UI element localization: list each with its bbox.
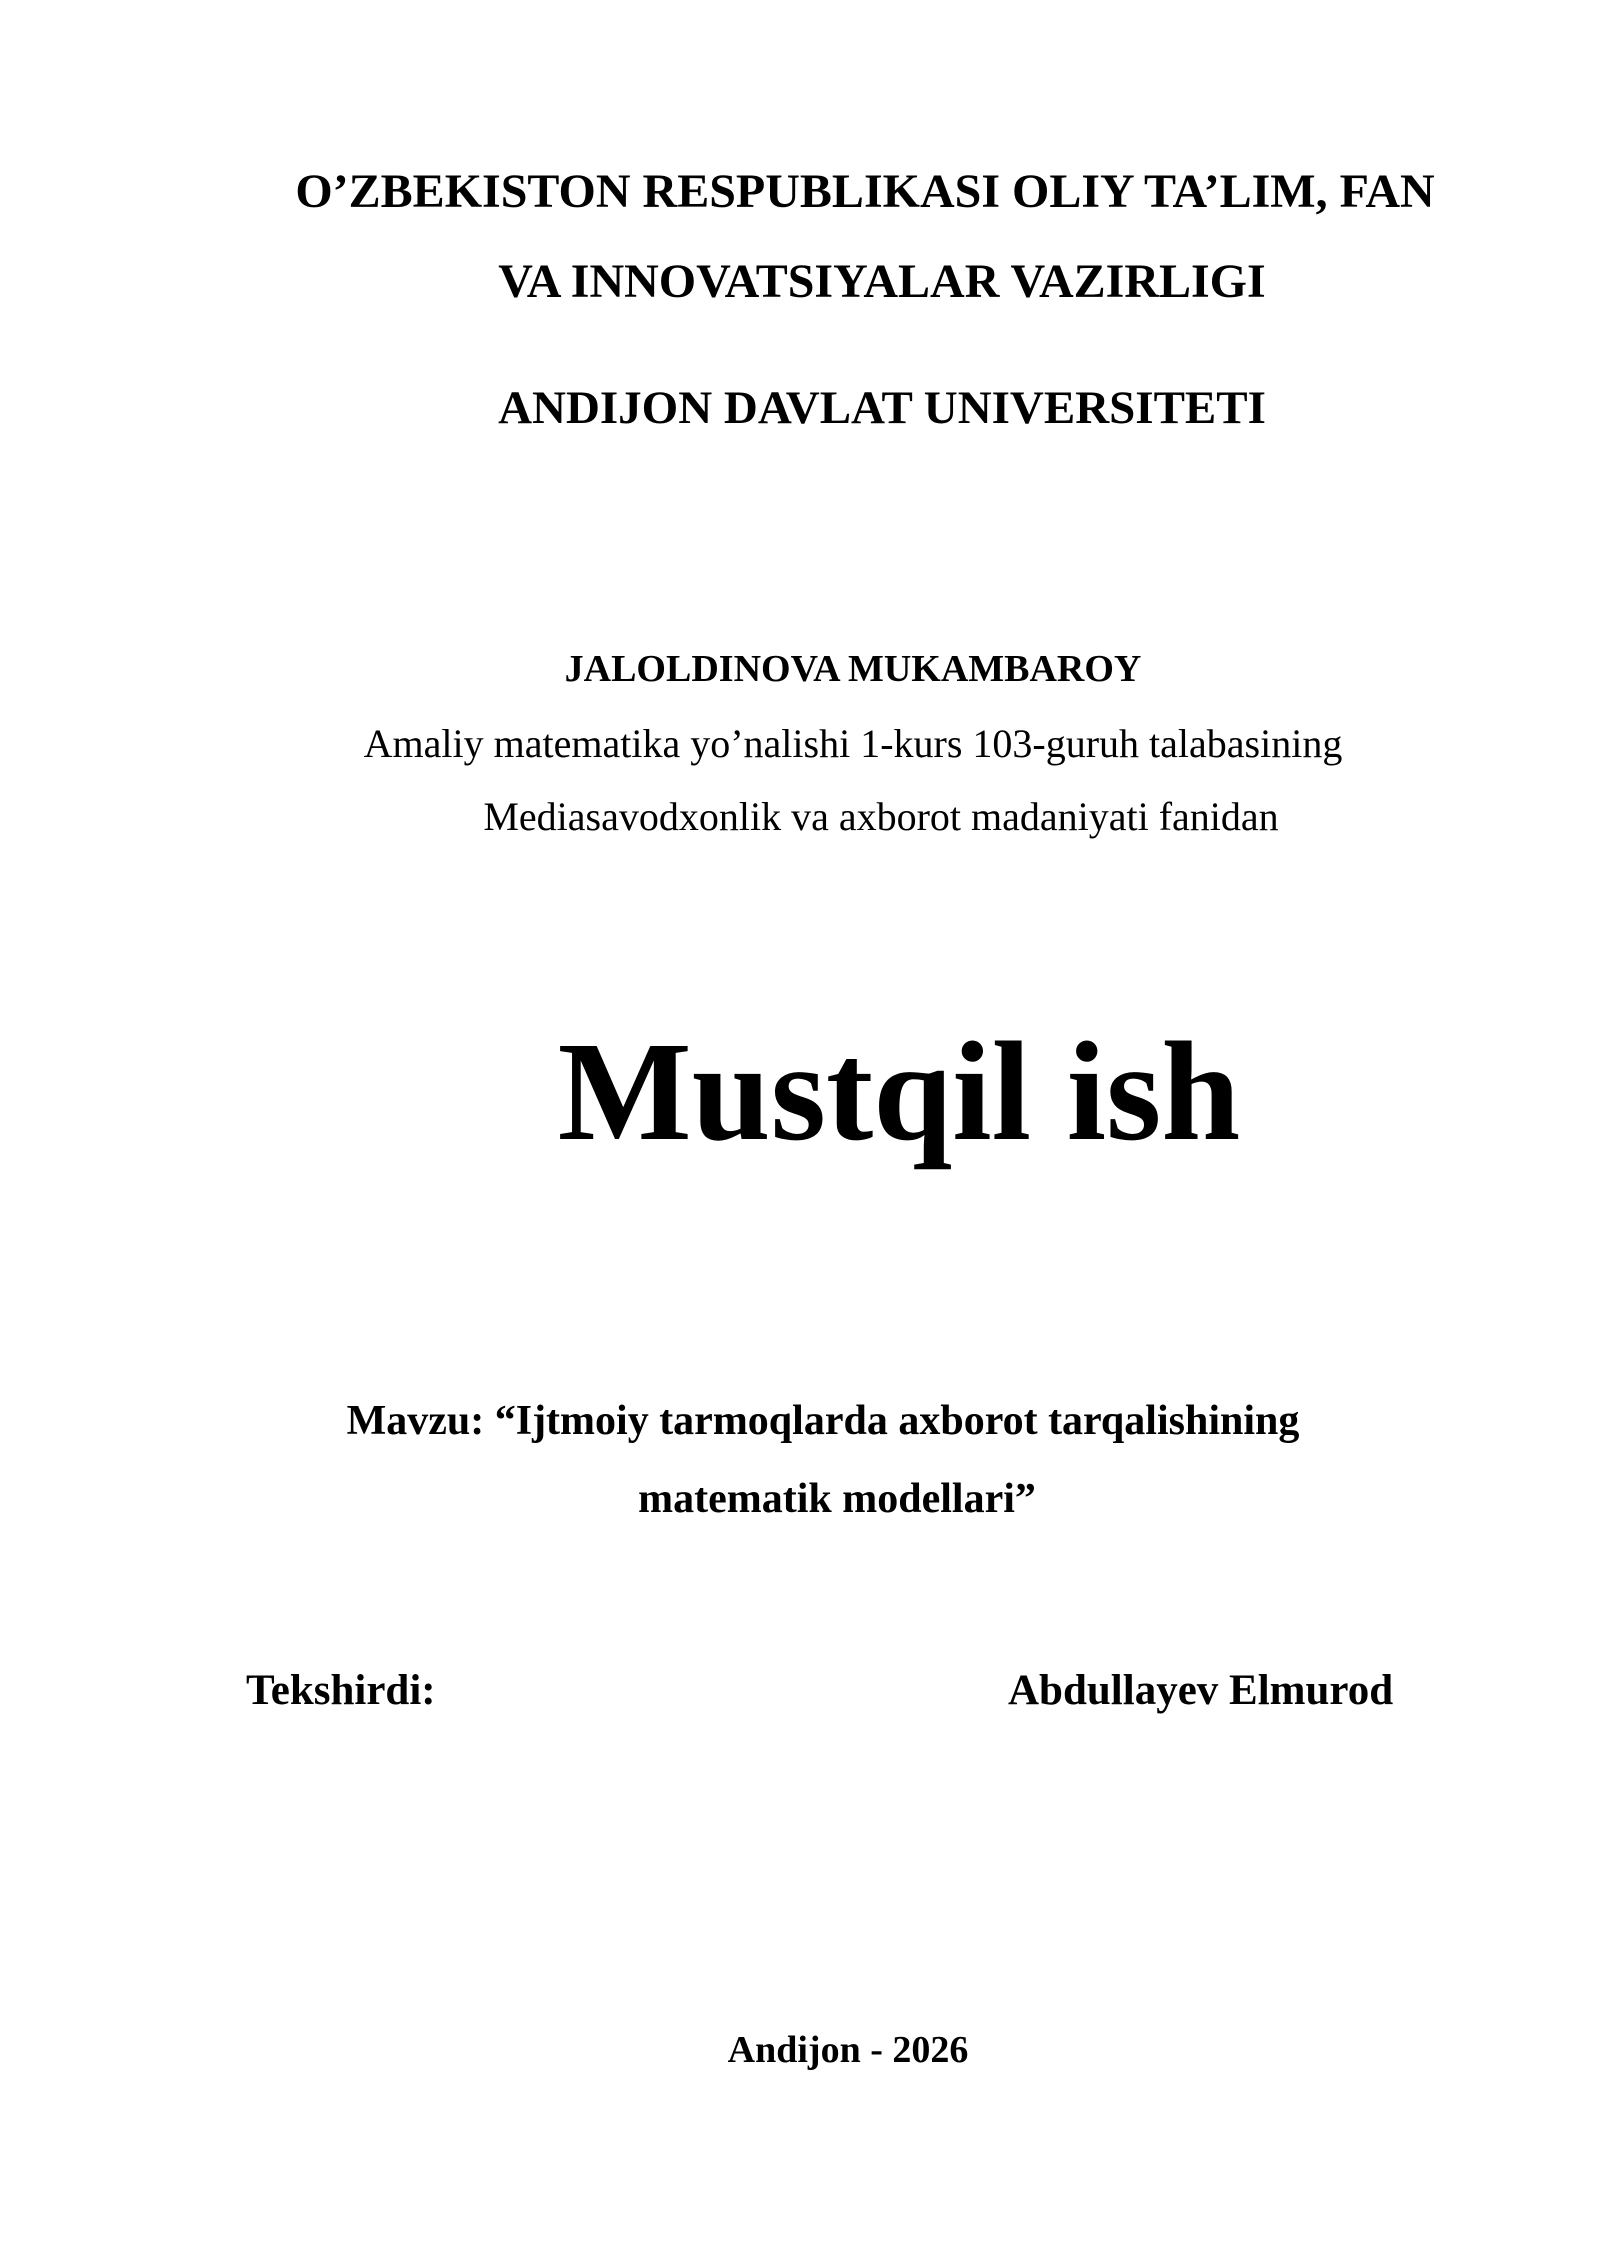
- topic-line-1: Mavzu: “Ijtmoiy tarmoqlarda axborot tarqalishining: [346, 1398, 1300, 1444]
- student-course-info: Amaliy matematika yo’nalishi 1-kurs 103-guruh talabasining: [363, 721, 1343, 766]
- document-title: Mustqil ish: [557, 1012, 1241, 1170]
- ministry-name-line-2: VA INNOVATSIYALAR VAZIRLIGI: [498, 255, 1266, 308]
- topic-line-2: matematik modellari”: [638, 1476, 1036, 1522]
- place-and-year: Andijon - 2026: [727, 2029, 969, 2071]
- reviewer-label: Tekshirdi:: [246, 1667, 436, 1714]
- student-subject: Mediasavodxonlik va axborot madaniyati fanidan: [483, 794, 1279, 839]
- student-name: JALOLDINOVA MUKAMBAROY: [564, 648, 1142, 690]
- university-name: ANDIJON DAVLAT UNIVERSITETI: [498, 382, 1266, 434]
- reviewer-name: Abdullayev Elmurod: [1008, 1667, 1394, 1714]
- ministry-name-line-1: O’ZBEKISTON RESPUBLIKASI OLIY TA’LIM, FAN: [295, 165, 1435, 218]
